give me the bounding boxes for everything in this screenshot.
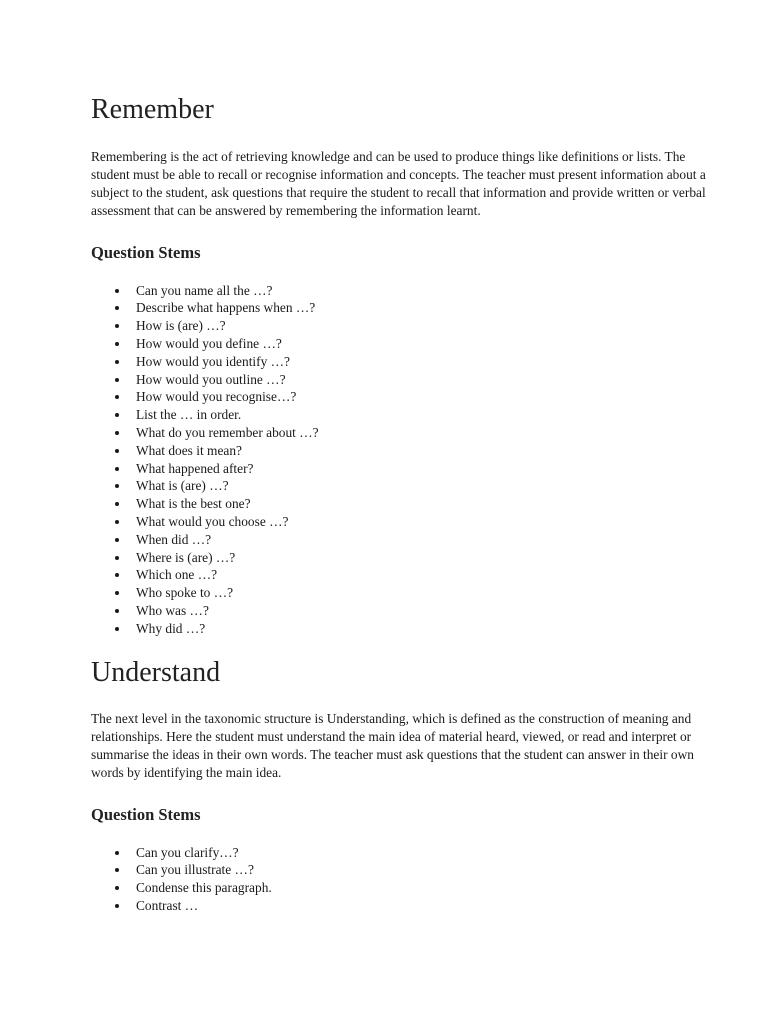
question-stem-item (91, 602, 711, 620)
question-stem-text: What would you choose …? (136, 513, 289, 529)
question-stem-text: Can you clarify…? (136, 844, 239, 860)
bullet-icon (115, 573, 119, 577)
remember-heading: Remember (91, 94, 214, 125)
bullet-icon (115, 378, 119, 382)
question-stem-text: How would you define …? (136, 336, 282, 352)
bullet-icon (115, 306, 119, 310)
question-stem-item (91, 460, 711, 478)
question-stem-item (91, 897, 711, 915)
question-stem-item (91, 353, 711, 371)
question-stem-text: What is (are) …? (136, 478, 229, 494)
question-stem-item (91, 299, 711, 317)
question-stem-item (91, 317, 711, 335)
bullet-icon (115, 395, 119, 399)
bullet-icon (115, 904, 119, 908)
remember-question-stems-list (91, 282, 711, 638)
bullet-icon (115, 449, 119, 453)
question-stem-text: How is (are) …? (136, 318, 226, 334)
question-stem-item (91, 844, 711, 862)
question-stem-text: Can you illustrate …? (136, 862, 254, 878)
question-stem-item (91, 424, 711, 442)
question-stem-item (91, 442, 711, 460)
bullet-icon (115, 520, 119, 524)
question-stem-text: Where is (are) …? (136, 549, 236, 565)
bullet-icon (115, 360, 119, 364)
understand-paragraph: The next level in the taxonomic structure is Understanding, which is defined as the construction of meaning and relationships. Here the student must understand the main idea of material heard, viewed, or read and interpret or summarise the ideas in their own words. The teacher must ask questions that the student can answer in their own words by identifying the main idea. (91, 711, 694, 780)
bullet-icon (115, 342, 119, 346)
bullet-icon (115, 851, 119, 855)
question-stem-text: What happened after? (136, 460, 254, 476)
remember-section (91, 93, 711, 638)
understand-question-stems-heading: Question Stems (91, 804, 201, 824)
bullet-icon (115, 324, 119, 328)
understand-section (91, 656, 711, 915)
bullet-icon (115, 868, 119, 872)
bullet-icon (115, 467, 119, 471)
bullet-icon (115, 289, 119, 293)
question-stem-text: What does it mean? (136, 442, 242, 458)
question-stem-text: What do you remember about …? (136, 425, 319, 440)
bullet-icon (115, 609, 119, 613)
understand-question-stems-list (91, 844, 711, 915)
bullet-icon (115, 431, 119, 435)
question-stem-text: Who was …? (136, 602, 209, 618)
question-stem-item (91, 861, 711, 879)
remember-paragraph: Remembering is the act of retrieving knowledge and can be used to produce things like definitions or lists. The student must be able to recall or recognise information and concepts. The teacher must present information about a subject to the student, ask questions that require the student to recall that information and provide written or verbal assessment that can be answered by remembering the information learnt. (91, 149, 706, 218)
bullet-icon (115, 502, 119, 506)
question-stem-item (91, 531, 711, 549)
question-stem-item (91, 477, 711, 495)
question-stem-item (91, 513, 711, 531)
question-stem-item (91, 549, 711, 567)
question-stem-text: Describe what happens when …? (136, 300, 316, 316)
question-stem-text: Which one …? (136, 567, 218, 583)
question-stem-item (91, 566, 711, 584)
question-stem-item (91, 584, 711, 602)
question-stem-text: How would you recognise…? (136, 389, 297, 405)
bullet-icon (115, 627, 119, 631)
question-stem-item (91, 282, 711, 300)
question-stem-item (91, 879, 711, 897)
remember-question-stems-heading: Question Stems (91, 242, 201, 262)
bullet-icon (115, 484, 119, 488)
bullet-icon (115, 591, 119, 595)
question-stem-text: Why did …? (136, 620, 206, 636)
question-stem-text: Condense this paragraph. (136, 880, 272, 896)
question-stem-text: How would you identify …? (136, 353, 290, 369)
bullet-icon (115, 538, 119, 542)
question-stem-item (91, 620, 711, 638)
question-stem-item (91, 335, 711, 353)
question-stem-text: Who spoke to …? (136, 585, 234, 601)
question-stem-text: When did …? (136, 531, 212, 547)
question-stem-text: How would you outline …? (136, 371, 286, 387)
question-stem-item (91, 388, 711, 406)
understand-heading: Understand (91, 657, 221, 688)
question-stem-item (91, 371, 711, 389)
question-stem-item (91, 495, 711, 513)
bullet-icon (115, 886, 119, 890)
question-stem-text: Contrast … (136, 898, 199, 914)
bullet-icon (115, 556, 119, 560)
question-stem-item (91, 406, 711, 424)
bullet-icon (115, 413, 119, 417)
question-stem-text: What is the best one? (136, 496, 251, 512)
question-stem-text: Can you name all the …? (136, 282, 273, 298)
question-stem-text: List the … in order. (136, 407, 242, 423)
